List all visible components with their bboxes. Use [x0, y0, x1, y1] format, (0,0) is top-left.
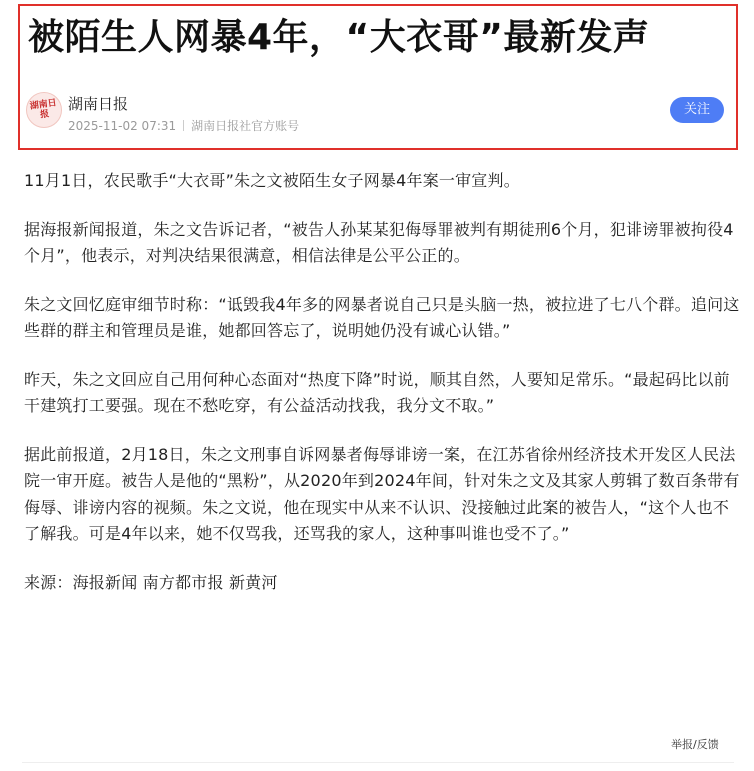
article-paragraph: 11月1日，农民歌手“大衣哥”朱之文被陌生女子网暴4年案一审宣判。: [24, 171, 520, 190]
article-meta: [68, 117, 299, 134]
report-feedback-link[interactable]: 举报/反馈: [671, 738, 719, 751]
article-title: 被陌生人网暴4年，“大衣哥”最新发声: [28, 17, 650, 58]
article-body: [24, 168, 740, 618]
article-paragraph: 据海报新闻报道，朱之文告诉记者，“被告人孙某某犯侮辱罪被判有期徒刑6个月，犯诽谤罪被拘役4个月”，他表示，对判决结果很满意，相信法律是公平公正的。: [24, 219, 734, 265]
follow-button[interactable]: 关注: [670, 97, 724, 123]
source-line: 来源：海报新闻 南方都市报 新黄河: [24, 572, 278, 592]
author-name[interactable]: 湖南日报: [68, 95, 129, 113]
article-paragraph: 昨天，朱之文回应自己用何种心态面对“热度下降”时说，顺其自然，人要知足常乐。“最起码比以前干建筑打工要强。现在不愁吃穿，有公益活动找我，我分文不取。”: [24, 369, 730, 415]
article-paragraph: 朱之文回忆庭审细节时称：“诋毁我4年多的网暴者说自己只是头脑一热，被拉进了七八个群。追问这些群的群主和管理员是谁，她都回答忘了，说明她仍没有诚心认错。”: [24, 294, 740, 340]
publish-date: 2025-11-02 07:31: [68, 119, 177, 133]
account-type: 湖南日报社官方账号: [191, 119, 300, 133]
avatar-logo: 湖南日报: [29, 98, 58, 121]
article-header: [18, 4, 738, 150]
footer-divider: [22, 762, 734, 763]
author-avatar[interactable]: [26, 92, 62, 128]
meta-divider: [183, 120, 184, 131]
article-paragraph: 据此前报道，2月18日，朱之文刑事自诉网暴者侮辱诽谤一案，在江苏省徐州经济技术开发区人民法院一审开庭。被告人是他的“黑粉”，从2020年到2024年间，针对朱之文及其家人剪辑了数百条带有侮辱、诽谤内容的视频。朱之文说，他在现实中从来不认识、没接触过此案的被告人，“这个人也不了解我。可是4年以来，她不仅骂我，还骂我的家人，这种事叫谁也受不了。”: [24, 444, 740, 543]
